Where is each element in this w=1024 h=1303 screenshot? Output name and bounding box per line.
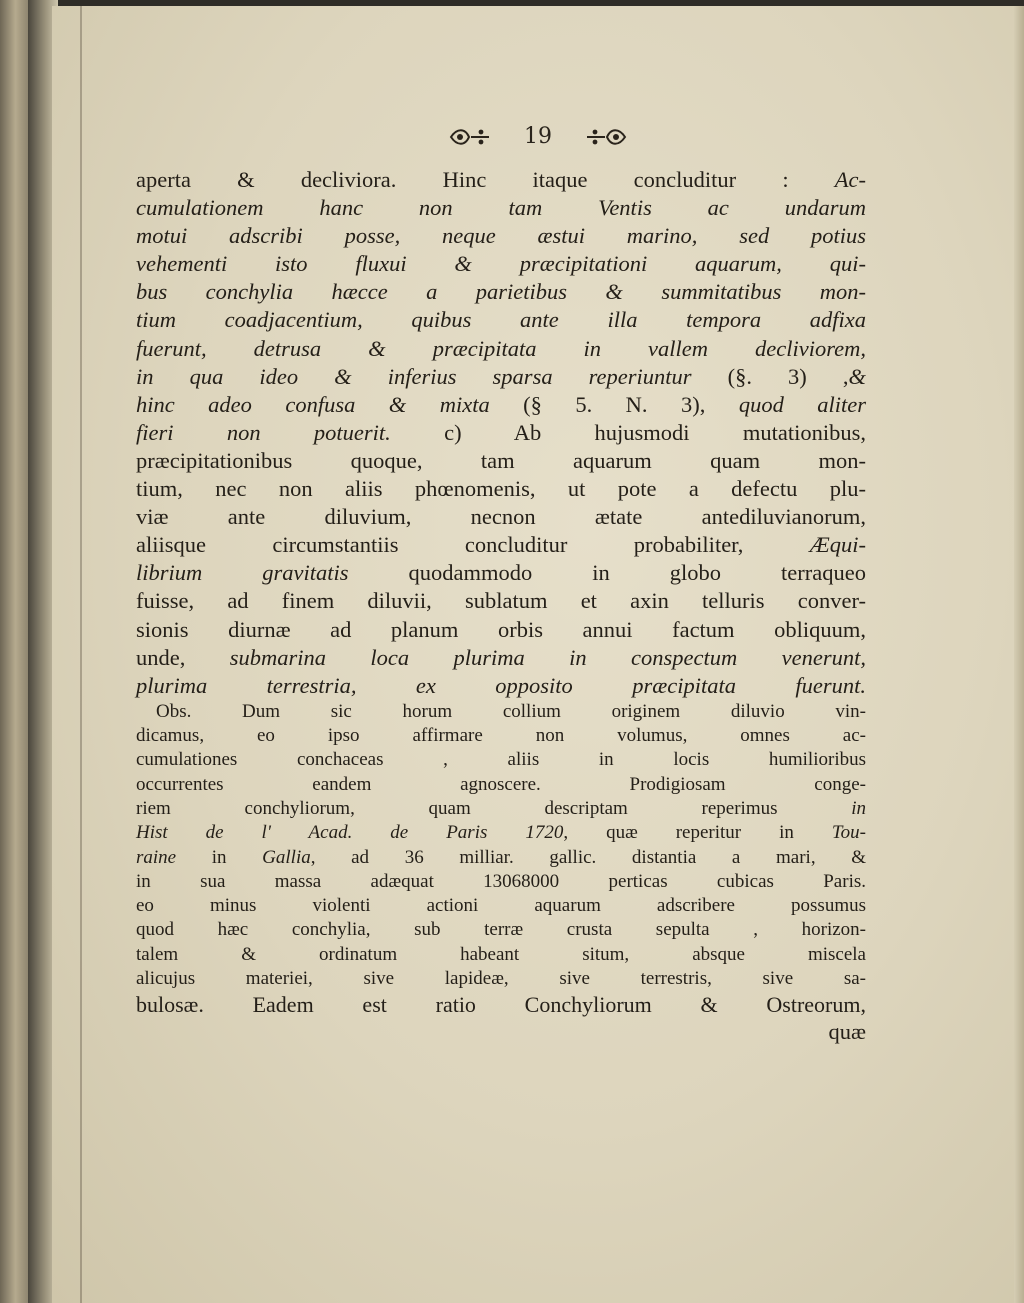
text-run: cumulationes conchaceas , aliis in locis humilioribus bbox=[136, 749, 866, 771]
text-run: occurrentes eandem agnoscere. Prodigiosam conge- bbox=[136, 773, 866, 795]
italic-run: in bbox=[851, 797, 866, 819]
text-line bbox=[136, 559, 866, 587]
italic-run: Æqui- bbox=[809, 532, 866, 558]
observation-paragraph bbox=[136, 700, 866, 992]
text-run: tium, nec non aliis phœnomenis, ut pote a defectu plu- bbox=[136, 476, 866, 502]
previous-page-edge bbox=[0, 0, 28, 1303]
text-line bbox=[136, 894, 866, 918]
catchword: quæ bbox=[828, 1019, 866, 1045]
italic-run: hinc adeo confusa & mixta bbox=[136, 391, 490, 417]
text-line bbox=[136, 700, 866, 724]
text-line bbox=[136, 672, 866, 700]
right-ornament-icon bbox=[583, 126, 629, 148]
text-run: eo minus violenti actioni aquarum adscribere possumus bbox=[136, 895, 866, 917]
italic-run: quod aliter bbox=[738, 391, 867, 417]
text-line bbox=[136, 250, 866, 278]
text-line bbox=[136, 335, 866, 363]
page-fold-shadow bbox=[80, 6, 82, 1303]
text-run: in bbox=[176, 846, 263, 868]
text-line bbox=[136, 967, 866, 991]
text-line bbox=[136, 363, 866, 391]
text-run: (§ 5. N. 3), bbox=[489, 391, 739, 417]
page-number: 19 bbox=[524, 124, 552, 149]
text-line bbox=[136, 616, 866, 644]
text-line bbox=[136, 773, 866, 797]
italic-run: librium gravitatis bbox=[136, 560, 349, 586]
running-header bbox=[52, 124, 1024, 149]
text-run: talem & ordinatum habeant situm, absque miscela bbox=[136, 943, 866, 965]
body-text bbox=[136, 166, 866, 1046]
text-line bbox=[136, 918, 866, 942]
text-run: fuisse, ad finem diluvii, sublatum et axin telluris conver- bbox=[136, 588, 866, 614]
text-line bbox=[136, 278, 866, 306]
page-right-edge bbox=[1014, 6, 1024, 1303]
text-line bbox=[136, 222, 866, 250]
italic-run: plurima terrestria, ex opposito præcipitata fuerunt. bbox=[136, 672, 866, 698]
left-ornament-icon bbox=[447, 126, 493, 148]
italic-run: vehementi isto fluxui & præcipitationi aquarum, qui- bbox=[136, 251, 866, 277]
text-run: , quæ reperitur in bbox=[563, 822, 832, 844]
text-line bbox=[136, 644, 866, 672]
text-line bbox=[136, 991, 866, 1018]
text-run: aliisque circumstantiis concluditur probabiliter, bbox=[136, 532, 810, 558]
text-run: (§. 3) , bbox=[691, 363, 849, 389]
italic-run: Tou- bbox=[831, 822, 867, 844]
text-line bbox=[136, 870, 866, 894]
text-run: sionis diurnæ ad planum orbis annui factum obliquum, bbox=[136, 616, 866, 642]
text-line bbox=[136, 797, 866, 821]
text-run: in sua massa adæquat 13068000 perticas cubicas Paris. bbox=[136, 870, 866, 892]
text-line bbox=[136, 419, 866, 447]
text-line bbox=[136, 475, 866, 503]
text-run: c) Ab hujusmodi mutationibus, bbox=[390, 419, 867, 445]
italic-run: cumulationem hanc non tam Ventis ac undarum bbox=[136, 195, 866, 221]
italic-run: bus conchylia hæcce a parietibus & summitatibus mon- bbox=[136, 279, 866, 305]
text-line bbox=[136, 587, 866, 615]
italic-run: Gallia bbox=[262, 846, 311, 868]
text-line bbox=[136, 306, 866, 334]
text-line bbox=[136, 194, 866, 222]
italic-run: motui adscribi posse, neque æstui marino, sed potius bbox=[136, 223, 866, 249]
text-run: præcipitationibus quoque, tam aquarum quam mon- bbox=[136, 447, 866, 473]
text-run: , ad 36 milliar. gallic. distantia a mari, & bbox=[310, 846, 866, 868]
text-line bbox=[136, 943, 866, 967]
main-paragraph bbox=[136, 166, 866, 700]
text-line bbox=[136, 724, 866, 748]
text-run: bulosæ. Eadem est ratio Conchyliorum & Ostreorum, bbox=[136, 992, 866, 1018]
text-line bbox=[136, 391, 866, 419]
text-run: quodammodo in globo terraqueo bbox=[348, 560, 866, 586]
italic-run: fieri non potuerit. bbox=[136, 419, 391, 445]
text-run: dicamus, eo ipso affirmare non volumus, omnes ac- bbox=[136, 725, 866, 747]
italic-run: submarina loca plurima in conspectum venerunt, bbox=[229, 644, 866, 670]
text-run: unde, bbox=[136, 644, 230, 670]
text-line bbox=[136, 447, 866, 475]
text-run: Obs. Dum sic horum collium originem diluvio vin- bbox=[156, 700, 866, 722]
text-line bbox=[136, 503, 866, 531]
italic-run: Hist de l' Acad. de Paris 1720 bbox=[136, 822, 564, 844]
italic-run: Ac- bbox=[834, 167, 866, 192]
text-line bbox=[136, 748, 866, 772]
closing-lines bbox=[136, 991, 866, 1018]
text-run: quod hæc conchylia, sub terræ crusta sepulta , horizon- bbox=[136, 919, 866, 941]
italic-run: raine bbox=[136, 846, 177, 868]
text-line bbox=[136, 846, 866, 870]
italic-run: & bbox=[848, 363, 866, 389]
italic-run: fuerunt, detrusa & præcipitata in vallem decliviorem, bbox=[136, 335, 866, 361]
text-run: viæ ante diluvium, necnon ætate antediluvianorum, bbox=[136, 504, 866, 530]
text-run: aperta & decliviora. Hinc itaque concluditur : bbox=[136, 167, 835, 192]
text-line bbox=[136, 531, 866, 559]
text-line bbox=[136, 166, 866, 194]
italic-run: tium coadjacentium, quibus ante illa tempora adfixa bbox=[136, 307, 866, 333]
text-run: riem conchyliorum, quam descriptam reperimus bbox=[136, 797, 852, 819]
text-line bbox=[136, 821, 866, 845]
italic-run: in qua ideo & inferius sparsa reperiuntur bbox=[136, 363, 692, 389]
text-run: alicujus materiei, sive lapideæ, sive terrestris, sive sa- bbox=[136, 968, 866, 990]
page bbox=[52, 6, 1024, 1303]
